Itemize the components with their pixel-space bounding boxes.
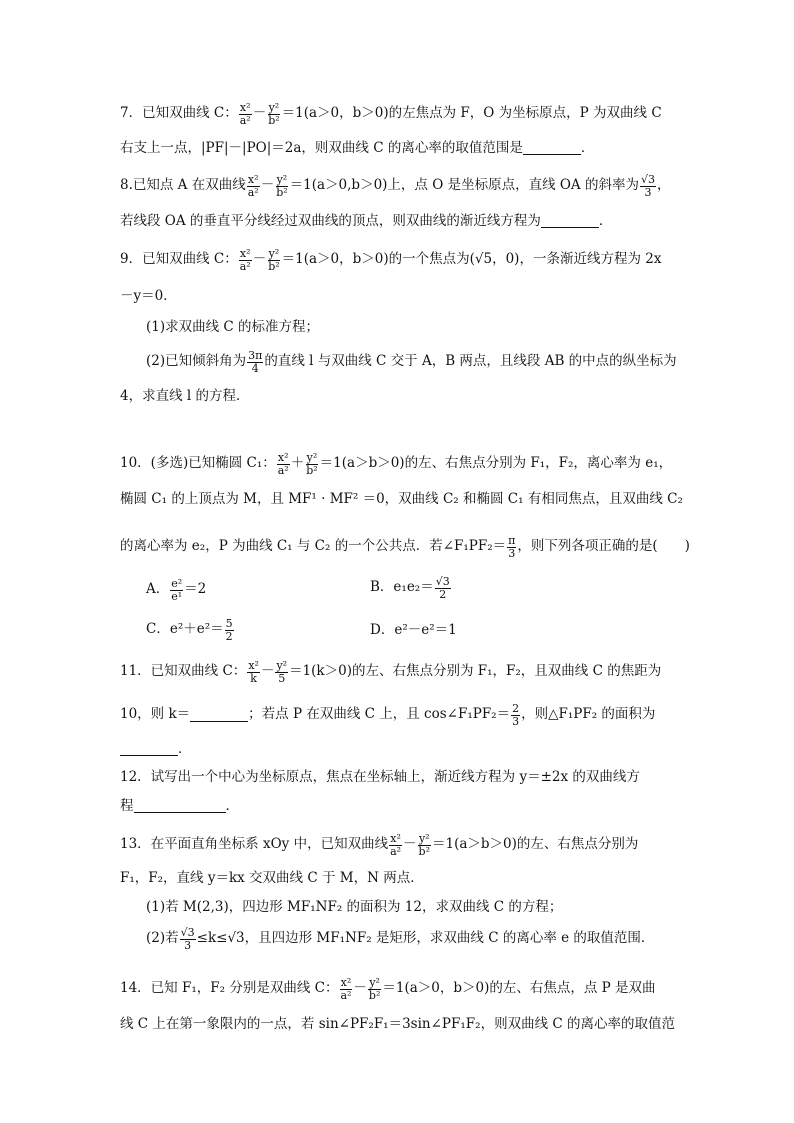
fraction: $\frac{\text{y²}}{5}$ xyxy=(276,659,288,685)
q10-line1 xyxy=(120,452,680,476)
q9-text: (1)求双曲线 C 的标准方程； xyxy=(146,319,320,335)
q13-text: F₁，F₂，直线 y＝kx 交双曲线 C 于 M，N 两点． xyxy=(120,870,424,886)
q7-text: ． xyxy=(580,140,595,156)
option-label: C．e²＋e²＝ xyxy=(146,621,224,638)
q13-line2 xyxy=(120,872,680,886)
q12-text: ． xyxy=(225,798,239,814)
q13-text: 13．在平面直角坐标系 xOy 中，已知双曲线 xyxy=(120,836,389,853)
q13-text: ≤k≤√3，且四边形 MF₁NF₂ 是矩形，求双曲线 C 的离心率 e 的取值范围． xyxy=(196,930,655,947)
q7-text: 右支上一点，|PF|－|PO|＝2a，则双曲线 C 的离心率的取值范围是 xyxy=(120,140,523,156)
q10-text: 10．(多选)已知椭圆 C₁： xyxy=(120,455,276,472)
q10-option-d xyxy=(370,624,457,638)
fraction: $\frac{\text{y²}}{\text{b²}}$ xyxy=(306,451,318,477)
fraction: $\frac{√3}{3}$ xyxy=(180,926,195,952)
fraction: $\frac{\text{y²}}{\text{b²}}$ xyxy=(268,101,280,127)
fraction: $\frac{5}{2}$ xyxy=(225,617,233,643)
q7-line2 xyxy=(120,142,680,156)
operator: － xyxy=(252,251,267,268)
answer-blank xyxy=(190,709,248,722)
fraction: $\frac{\pi}{3}$ xyxy=(508,534,516,560)
q12-text: 12．试写出一个中心为坐标原点，焦点在坐标轴上，渐近线方程为 y＝±2x 的双曲线方 xyxy=(120,769,640,785)
q9-text: (2)已知倾斜角为 xyxy=(146,353,247,370)
q8-line1 xyxy=(120,174,680,198)
q10-line2 xyxy=(120,491,683,507)
fraction: $\frac{3\pi}{4}$ xyxy=(248,349,263,375)
q14-line1 xyxy=(120,977,680,1001)
fraction: $\frac{\text{e²}}{\text{e¹}}$ xyxy=(171,577,183,603)
q10-option-a xyxy=(146,578,206,602)
fraction: $\frac{2}{3}$ xyxy=(512,702,520,728)
fraction: $\frac{\text{x²}}{\text{a²}}$ xyxy=(239,101,251,127)
q13-text: ＝1(a＞b＞0)的左、右焦点分别为 xyxy=(432,836,639,853)
option-label: B．e₁e₂＝ xyxy=(370,579,434,596)
q8-line2 xyxy=(120,215,680,229)
q9-text: ＝1(a＞0，b＞0)的一个焦点为(√5，0)，一条渐近线方程为 2x xyxy=(281,251,662,268)
q11-text: ；若点 P 在双曲线 C 上，且 cos∠F₁PF₂＝ xyxy=(248,706,511,723)
operator: － xyxy=(353,980,367,997)
q14-text: 线 C 上在第一象限内的一点，若 sin∠PF₂F₁＝3sin∠PF₁F₂，则双曲线 C 的离心率的取值范 xyxy=(120,1016,675,1032)
q11-text: ． xyxy=(178,741,192,757)
q9-text: 9．已知双曲线 C： xyxy=(120,251,238,268)
q8-text: 若线段 OA 的垂直平分线经过双曲线的顶点，则双曲线的渐近线方程为 xyxy=(120,213,541,229)
q11-line2 xyxy=(120,703,680,727)
fraction: $\frac{\text{x²}}{\text{a²}}$ xyxy=(239,247,251,273)
q12-line2 xyxy=(120,800,680,814)
q9-part2-cont xyxy=(120,390,680,404)
operator: － xyxy=(252,105,267,122)
q10-option-b xyxy=(370,576,452,600)
fraction: $\frac{\text{x²}}{\text{a²}}$ xyxy=(247,173,259,199)
q8-text: ， xyxy=(657,177,671,194)
q10-text: 的离心率为 e₂，P 为曲线 C₁ 与 C₂ 的一个公共点．若∠F₁PF₂＝ xyxy=(120,538,507,555)
option-text: D．e²－e²＝1 xyxy=(370,622,457,638)
fraction: $\frac{\text{y²}}{\text{b²}}$ xyxy=(418,832,430,858)
fraction: $\frac{\text{x²}}{k}$ xyxy=(248,659,259,685)
q11-text: 11．已知双曲线 C： xyxy=(120,663,247,680)
q8-text: 8.已知点 A 在双曲线 xyxy=(120,177,246,194)
q7-line1 xyxy=(120,102,680,126)
q9-line1 xyxy=(120,248,680,272)
q14-line2 xyxy=(120,1018,680,1032)
answer-blank xyxy=(523,142,581,155)
q11-line1 xyxy=(120,660,680,684)
fraction: $\frac{\text{y²}}{\text{b²}}$ xyxy=(368,976,381,1002)
operator: － xyxy=(260,177,275,194)
answer-blank xyxy=(541,215,599,228)
q10-text: 椭圆 C₁ 的上顶点为 M，且 MF¹ · MF² ＝0，双曲线 C₂ 和椭圆 C₁ 有相同焦点，且双曲线 C₂ xyxy=(120,491,683,507)
q14-text: 14．已知 F₁，F₂ 分别是双曲线 C： xyxy=(120,980,339,997)
q12-text: 程 xyxy=(120,798,134,814)
operator: ＋ xyxy=(290,455,305,472)
q10-option-c xyxy=(146,618,235,642)
fraction: $\frac{\text{x²}}{\text{a²}}$ xyxy=(390,832,402,858)
q10-line3 xyxy=(120,534,690,560)
fraction: $\frac{\text{x²}}{\text{a²}}$ xyxy=(277,451,289,477)
q11-line3 xyxy=(120,743,680,757)
q13-line1 xyxy=(120,833,680,857)
fraction: $\frac{√3}{2}$ xyxy=(435,575,450,601)
q8-text: ＝1(a＞0,b＞0)上，点 O 是坐标原点，直线 OA 的斜率为 xyxy=(289,177,639,194)
q11-text: ，则△F₁PF₂ 的面积为 xyxy=(521,706,656,723)
fraction: $\frac{√3}{3}$ xyxy=(640,173,655,199)
q13-part1 xyxy=(146,901,706,915)
q13-text: (2)若 xyxy=(146,930,179,947)
q9-part1 xyxy=(146,321,706,335)
q7-text: 7．已知双曲线 C： xyxy=(120,105,238,122)
q8-text: ． xyxy=(598,213,613,229)
fraction: $\frac{\text{y²}}{\text{b²}}$ xyxy=(268,247,280,273)
operator: － xyxy=(260,663,275,680)
q7-text: ＝1(a＞0，b＞0)的左焦点为 F，O 为坐标原点，P 为双曲线 C xyxy=(281,105,662,122)
q10-text: ＝1(a＞b＞0)的左、右焦点分别为 F₁，F₂，离心率为 e₁， xyxy=(319,455,673,472)
answer-blank xyxy=(120,743,178,756)
q9-text: 的直线 l 与双曲线 C 交于 A，B 两点，且线段 AB 的中点的纵坐标为 xyxy=(264,353,677,370)
answer-blank xyxy=(134,800,226,813)
operator: － xyxy=(403,836,417,853)
q12-line1 xyxy=(120,771,680,785)
q11-text: ＝1(k＞0)的左、右焦点分别为 F₁，F₂，且双曲线 C 的焦距为 xyxy=(289,663,662,680)
q9-part2 xyxy=(146,350,706,374)
q13-part2 xyxy=(146,927,706,951)
q9-text: －y＝0． xyxy=(120,288,177,304)
q11-text: 10，则 k＝ xyxy=(120,706,191,723)
option-text: ＝2 xyxy=(184,581,207,598)
q9-line2 xyxy=(120,290,680,304)
fraction: $\frac{\text{x²}}{\text{a²}}$ xyxy=(340,976,352,1002)
fraction: $\frac{\text{y²}}{\text{b²}}$ xyxy=(276,173,288,199)
q10-text: ，则下列各项正确的是( ) xyxy=(517,538,690,555)
q14-text: ＝1(a＞0，b＞0)的左、右焦点，点 P 是双曲 xyxy=(382,980,656,997)
q9-text: 4，求直线 l 的方程． xyxy=(120,388,250,404)
q13-text: (1)若 M(2,3)，四边形 MF₁NF₂ 的面积为 12，求双曲线 C 的方程； xyxy=(146,899,563,915)
option-label: A． xyxy=(146,581,170,598)
